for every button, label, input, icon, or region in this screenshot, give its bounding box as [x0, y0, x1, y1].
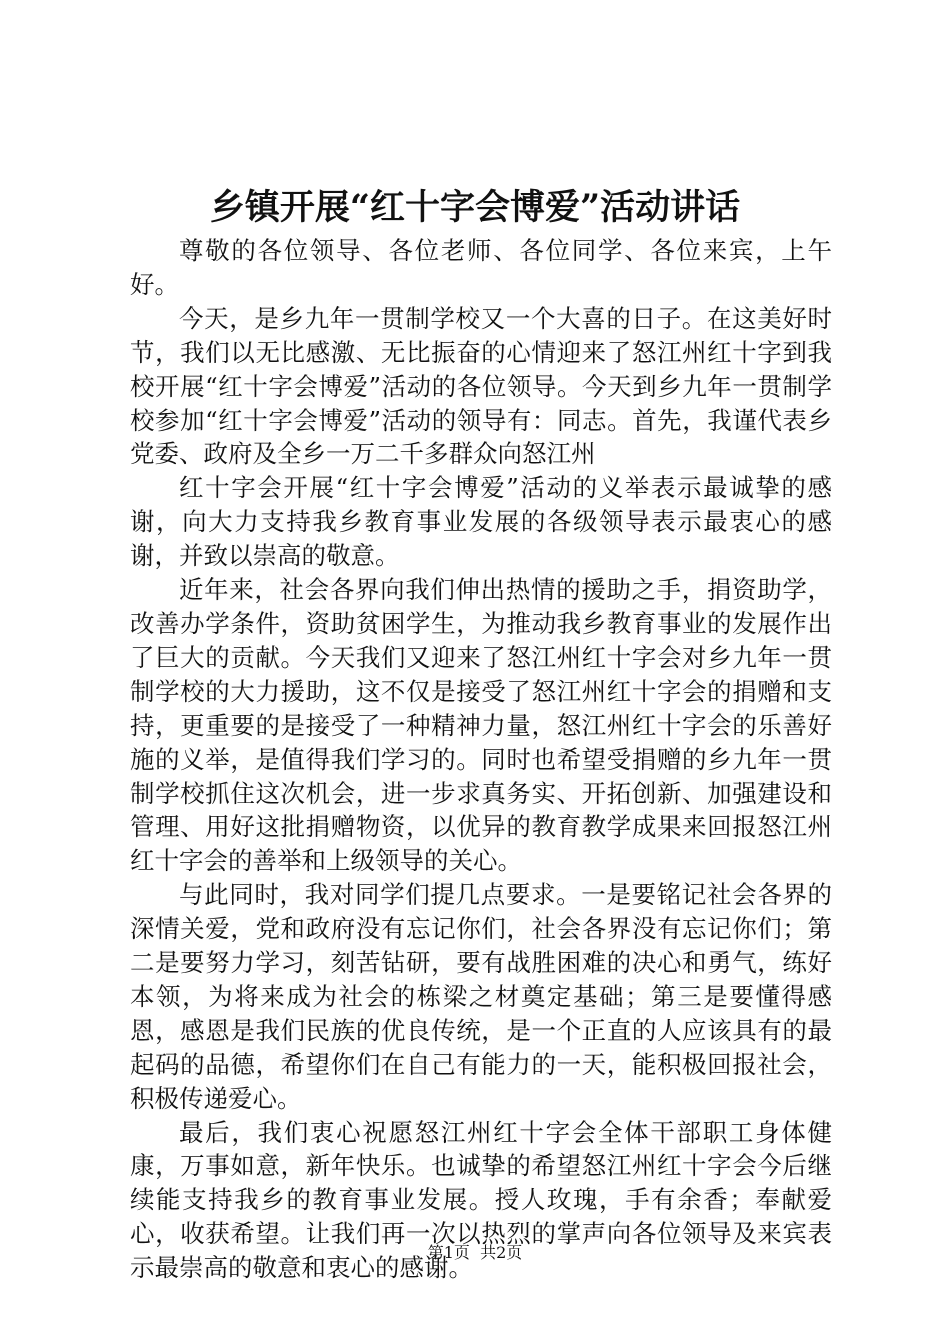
document-title: 乡镇开展“红十字会博爱”活动讲话 [209, 187, 741, 228]
paragraph-requirements: 与此同时，我对同学们提几点要求。一是要铭记社会各界的深情关爱，党和政府没有忘记你们，社会各界没有忘记你们；第二是要努力学习，刻苦钻研，要有战胜困难的决心和勇气，练好本领，为将来成为社会的栋梁之材奠定基础；第三是要懂得感恩，感恩是我们民族的优良传统，是一个正直的人应该具有的最起码的品德，希望你们在自己有能力的一天，能积极回报社会，积极传递爱心。 [130, 880, 832, 1113]
document-body [130, 234, 832, 1285]
page-footer [0, 1242, 950, 1264]
paragraph-donation: 近年来，社会各界向我们伸出热情的援助之手，捐资助学，改善办学条件，资助贫困学生，为推动我乡教育事业的发展作出了巨大的贡献。今天我们又迎来了怒江州红十字会对乡九年一贯制学校的大力援助，这不仅是接受了怒江州红十字会的捐赠和支持，更重要的是接受了一种精神力量，怒江州红十字会的乐善好施的义举，是值得我们学习的。同时也希望受捐赠的乡九年一贯制学校抓住这次机会，进一步求真务实、开拓创新、加强建设和管理、用好这批捐赠物资，以优异的教育教学成果来回报怒江州红十字会的善举和上级领导的关心。 [130, 575, 832, 876]
page-number: 第1页 共2页 [427, 1243, 523, 1262]
paragraph-greeting: 尊敬的各位领导、各位老师、各位同学、各位来宾，上午好。 [130, 236, 832, 299]
paragraph-closing: 最后，我们衷心祝愿怒江州红十字会全体干部职工身体健康，万事如意，新年快乐。也诚挚的希望怒江州红十字会今后继续能支持我乡的教育事业发展。授人玫瑰，手有余香；奉献爱心，收获希望。让我们再一次以热烈的掌声向各位领导及来宾表示最崇高的敬意和衷心的感谢。 [130, 1117, 832, 1283]
paragraph-thanks: 红十字会开展“红十字会博爱”活动的义举表示最诚挚的感谢，向大力支持我乡教育事业发展的各级领导表示最衷心的感谢，并致以崇高的敬意。 [130, 473, 832, 571]
paragraph-opening: 今天，是乡九年一贯制学校又一个大喜的日子。在这美好时节，我们以无比感激、无比振奋的心情迎来了怒江州红十字到我校开展“红十字会博爱”活动的各位领导。今天到乡九年一贯制学校参加“红十字会博爱”活动的领导有：同志。首先，我谨代表乡党委、政府及全乡一万二千多群众向怒江州 [130, 303, 832, 469]
